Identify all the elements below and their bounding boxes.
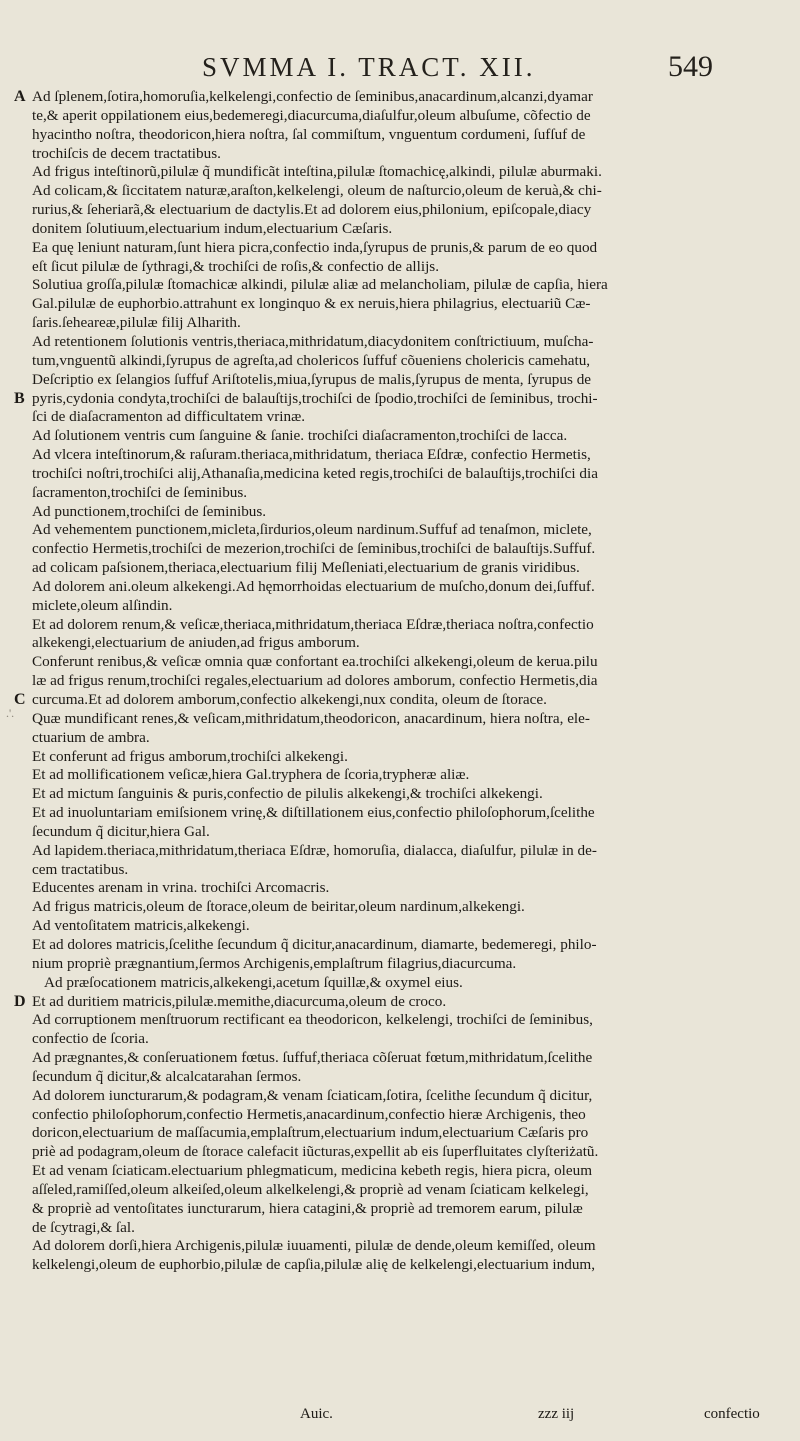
line-text: Et ad inuoluntariam emiſsionem vrinę,& diſtillationem eius,confectio philoſophorum,ſcelithe (32, 804, 595, 822)
line-text: Ad dolorem iuncturarum,& podagram,& venam ſciaticam,ſotira, ſcelithe ſecundum q̃ dicitur, (32, 1086, 593, 1104)
line-text: Ad retentionem ſolutionis ventris,theriaca,mithridatum,diacydonitem conſtrictiuum, muſcha- (32, 332, 594, 350)
section-marker: B (14, 389, 25, 407)
line-text: confectio philoſophorum,confectio Hermetis,anacardinum,confectio hieræ Archigenis, theo (32, 1105, 586, 1123)
text-line (32, 182, 772, 201)
line-text: ad colicam paſsionem,theriaca,electuarium filij Meſleniati,electuarium de granis viridibus. (32, 559, 580, 577)
line-text: Ea quę leniunt naturam,ſunt hiera picra,confectio inda,ſyrupus de prunis,& parum de eo quod (32, 238, 598, 256)
line-text: rurius,& ſeheriarã,& electuarium de dactylis.Et ad dolorem eius,philonium, epiſcopale,diacy (32, 201, 592, 219)
line-text: Ad dolorem ani.oleum alkekengi.Ad hęmorrhoidas electuarium de muſcho,donum dei,ſuffuf. (32, 577, 595, 595)
section-marker: C (14, 691, 26, 708)
line-text: Educentes arenam in vrina. trochiſci Arcomacris. (32, 879, 330, 897)
text-line (32, 578, 772, 597)
line-text: tum,vnguentũ alkindi,ſyrupus de agreſta,ad cholericos ſuffuf cõueniens cholericis camehatu, (32, 351, 591, 369)
text-line (32, 1030, 772, 1049)
line-text: pyris,cydonia condyta,trochiſci de balauſtijs,trochiſci de ſpodio,trochiſci de ſeminibus, trochi- (32, 389, 598, 407)
text-line (32, 126, 772, 145)
line-text: ſecundum q̃ dicitur,hiera Gal. (32, 822, 210, 840)
running-head: SVMMA I. TRACT. XII. (202, 52, 536, 82)
line-text: læ ad frigus renum,trochiſci regales,electuarium ad dolores amborum, confectio Hermetis,dia (32, 672, 598, 690)
text-line (32, 333, 772, 352)
text-line (32, 823, 772, 842)
text-line (32, 371, 772, 390)
line-text: hyacintho noſtra, theodoricon,hiera noſtra, ſal commiſtum, vnguentum cordumeni, ſufſuf de (32, 125, 586, 143)
text-line (32, 879, 772, 898)
line-text: cem tractatibus. (32, 860, 129, 878)
line-text: Et ad dolores matricis,ſcelithe ſecundum q̃ dicitur,anacardinum, diamarte, bedemeregi, philo- (32, 935, 597, 953)
text-line (32, 145, 772, 164)
line-text: kelkelengi,oleum de euphorbio,pilulæ de capſia,pilulæ alię de kelkelengi,electuarium indum, (32, 1256, 596, 1274)
line-text: Ad ſolutionem ventris cum ſanguine & ſanie. trochiſci diaſacramenton,trochiſci de lacca. (32, 427, 568, 445)
text-line (32, 729, 772, 748)
line-text: ſci de diaſacramenton ad difficultatem vrinæ. (32, 408, 305, 426)
line-text: Ad vehementem punctionem,micleta,ſirdurios,oleum nardinum.Suffuf ad tenaſmon, miclete, (32, 521, 592, 539)
text-line (32, 1049, 772, 1068)
section-marker: A (14, 88, 26, 105)
line-text: Ad frigus inteſtinorũ,pilulæ q̃ mundificãt inteſtina,pilulæ ſtomachicę,alkindi, pilulæ aburmaki. (32, 163, 602, 181)
text-line (32, 427, 772, 446)
text-line (32, 1124, 772, 1143)
line-text: Ad ſplenem,ſotira,homoruſia,kelkelengi,confectio de ſeminibus,anacardinum,alcanzi,dyamar (32, 88, 593, 105)
line-text: ſecundum q̃ dicitur,& alcalcatarahan ſermos. (32, 1067, 302, 1085)
line-text: Ad vlcera inteſtinorum,& raſuram.theriaca,mithridatum, theriaca Eſdræ, confectio Hermetis, (32, 446, 591, 464)
text-line (32, 163, 772, 182)
text-line (32, 1162, 772, 1181)
text-line (32, 597, 772, 616)
text-line (32, 1200, 772, 1219)
text-line (32, 276, 772, 295)
text-line (32, 465, 772, 484)
line-text: donitem ſolutiuum,electuarium indum,electuarium Cæſaris. (32, 219, 393, 237)
line-text: alkekengi,electuarium de aniuden,ad frigus amborum. (32, 634, 360, 652)
text-line (32, 1143, 772, 1162)
line-text: Et ad mictum ſanguinis & puris,confectio de pilulis alkekengi,& trochiſci alkekengi. (32, 785, 543, 803)
line-text: Solutiua groſſa,pilulæ ſtomachicæ alkindi, pilulæ aliæ ad melancholiam, pilulæ de capſia, hiera (32, 276, 608, 294)
text-line (32, 295, 772, 314)
text-line (32, 974, 772, 993)
text-line (32, 220, 772, 239)
text-line (32, 1237, 772, 1256)
line-text: ſaris.ſeheareæ,pilulæ filij Alharith. (32, 314, 241, 332)
text-line (32, 1181, 772, 1200)
line-text: Gal.pilulæ de euphorbio.attrahunt ex longinquo & ex neruis,hiera philagrius, electuariũ Cæ- (32, 295, 591, 313)
body-text (14, 88, 772, 1275)
line-text: Ad colicam,& ſiccitatem naturæ,araſton,kelkelengi, oleum de naſturcio,oleum de keruà,& chi- (32, 182, 602, 200)
text-line (32, 936, 772, 955)
text-line (32, 408, 772, 427)
line-text: nium propriè prægnantium,ſermos Archigenis,emplaſtrum filagrius,diacurcuma. (32, 954, 517, 972)
line-text: de ſcytragi,& ſal. (32, 1218, 135, 1236)
text-line (14, 389, 772, 409)
text-line (32, 766, 772, 785)
text-line (32, 861, 772, 880)
text-line (32, 955, 772, 974)
line-text: trochiſcis de decem tractatibus. (32, 144, 221, 162)
catchword-right: confectio (704, 1406, 760, 1422)
line-text: & propriè ad ventoſitates iuncturarum, hiera catagini,& propriè ad tremorem earum, pilulæ (32, 1199, 583, 1217)
line-text: doricon,electuarium de maſſacumia,emplaſtrum,electuarium indum,electuarium Cæſaris pro (32, 1124, 589, 1142)
text-line (32, 634, 772, 653)
text-line (32, 804, 772, 823)
line-text: confectio Hermetis,trochiſci de mezerion,trochiſci de ſeminibus,trochiſci de balauſtijs.Suffuf. (32, 540, 596, 558)
text-line (32, 107, 772, 126)
line-text: Et ad duritiem matricis,pilulæ.memithe,diacurcuma,oleum de croco. (32, 992, 447, 1010)
section-marker: D (14, 992, 26, 1010)
text-line (32, 842, 772, 861)
line-text: Ad ventoſitatem matricis,alkekengi. (32, 917, 250, 935)
text-line (32, 898, 772, 917)
line-text: curcuma.Et ad dolorem amborum,confectio alkekengi,nux condita, oleum de ſtorace. (32, 691, 547, 708)
text-line (32, 484, 772, 503)
text-line (32, 672, 772, 691)
catchword-left: Auic. (300, 1406, 333, 1422)
line-text: ctuarium de ambra. (32, 728, 150, 746)
text-line (32, 1087, 772, 1106)
margin-note: .'. (6, 706, 15, 720)
text-line (32, 1068, 772, 1087)
text-line (32, 201, 772, 220)
line-text: trochiſci noſtri,trochiſci alij,Athanaſia,medicina keted regis,trochiſci de balauſtijs,trochiſci dia (32, 464, 598, 482)
line-text: ſacramenton,trochiſci de ſeminibus. (32, 483, 248, 501)
line-text: Ad dolorem dorſi,hiera Archigenis,pilulæ iuuamenti, pilulæ de dende,oleum kemiſſed, oleum (32, 1237, 596, 1255)
text-line (32, 748, 772, 767)
text-line (32, 785, 772, 804)
text-line (32, 446, 772, 465)
text-line (32, 653, 772, 672)
text-line (32, 540, 772, 559)
text-line (32, 917, 772, 936)
text-line (32, 352, 772, 371)
text-line (32, 1219, 772, 1238)
line-text: miclete,oleum alſindin. (32, 596, 173, 614)
line-text: Et ad mollificationem veſicæ,hiera Gal.tryphera de ſcoria,trypheræ aliæ. (32, 766, 470, 784)
signature-mark: zzz iij (538, 1406, 575, 1422)
line-text: Et ad venam ſciaticam.electuarium phlegmaticum, medicina kebeth regis, hiera picra, oleum (32, 1162, 593, 1180)
text-line (32, 258, 772, 277)
page-number: 549 (668, 50, 713, 83)
text-line (32, 1011, 772, 1030)
line-text: te,& aperit oppilationem eius,bedemeregi,diacurcuma,diaſulfur,oleum albuſume, cõfectio de (32, 106, 591, 124)
line-text: Deſcriptio ex ſelangios ſuffuf Ariſtotelis,miua,ſyrupus de malis,ſyrupus de menta, ſyrupus de (32, 370, 592, 388)
line-text: aſſeled,ramiſſed,oleum alkeiſed,oleum alkelkelengi,& propriè ad venam ſciaticam kelkelegi, (32, 1180, 589, 1198)
text-line (32, 559, 772, 578)
text-line (32, 1256, 772, 1275)
line-text: eſt ſicut pilulæ de ſythragi,& trochiſci de roſis,& confectio de allijs. (32, 257, 440, 275)
text-line (32, 503, 772, 522)
text-line (32, 239, 772, 258)
line-text: Ad frigus matricis,oleum de ſtorace,oleum de beiritar,oleum nardinum,alkekengi. (32, 898, 525, 916)
text-line (32, 1106, 772, 1125)
line-text: Ad corruptionem menſtruorum rectificant ea theodoricon, kelkelengi, trochiſci de ſeminibus, (32, 1011, 593, 1029)
line-text: Et ad dolorem renum,& veſicæ,theriaca,mithridatum,theriaca Eſdræ,theriaca noſtra,confectio (32, 615, 594, 633)
line-text: Et conferunt ad frigus amborum,trochiſci alkekengi. (32, 747, 348, 765)
line-text: Ad præſocationem matricis,alkekengi,acetum ſquillæ,& oxymel eius. (44, 973, 463, 991)
text-line (32, 521, 772, 540)
line-text: Conferunt renibus,& veſicæ omnia quæ confortant ea.trochiſci alkekengi,oleum de kerua.pilu (32, 653, 598, 671)
text-line (32, 616, 772, 635)
line-text: Ad punctionem,trochiſci de ſeminibus. (32, 502, 267, 520)
line-text: priè ad podagram,oleum de ſtorace calefacit iũcturas,expellit ab eis ſuperfluitates clyſteriżatũ. (32, 1143, 599, 1161)
line-text: Quæ mundificant renes,& veſicam,mithridatum,theodoricon, anacardinum, hiera noſtra, ele- (32, 709, 590, 727)
text-line (14, 691, 772, 710)
text-line (32, 314, 772, 333)
text-line (32, 710, 772, 729)
line-text: confectio de ſcoria. (32, 1030, 149, 1048)
text-line (14, 88, 772, 107)
line-text: Ad lapidem.theriaca,mithridatum,theriaca Eſdræ, homoruſia, dialacca, diaſulfur, pilulæ in de- (32, 841, 597, 859)
text-line (14, 992, 772, 1012)
line-text: Ad prægnantes,& conſeruationem fœtus. ſuffuf,theriaca cõſeruat fœtum,mithridatum,ſcelithe (32, 1049, 593, 1067)
